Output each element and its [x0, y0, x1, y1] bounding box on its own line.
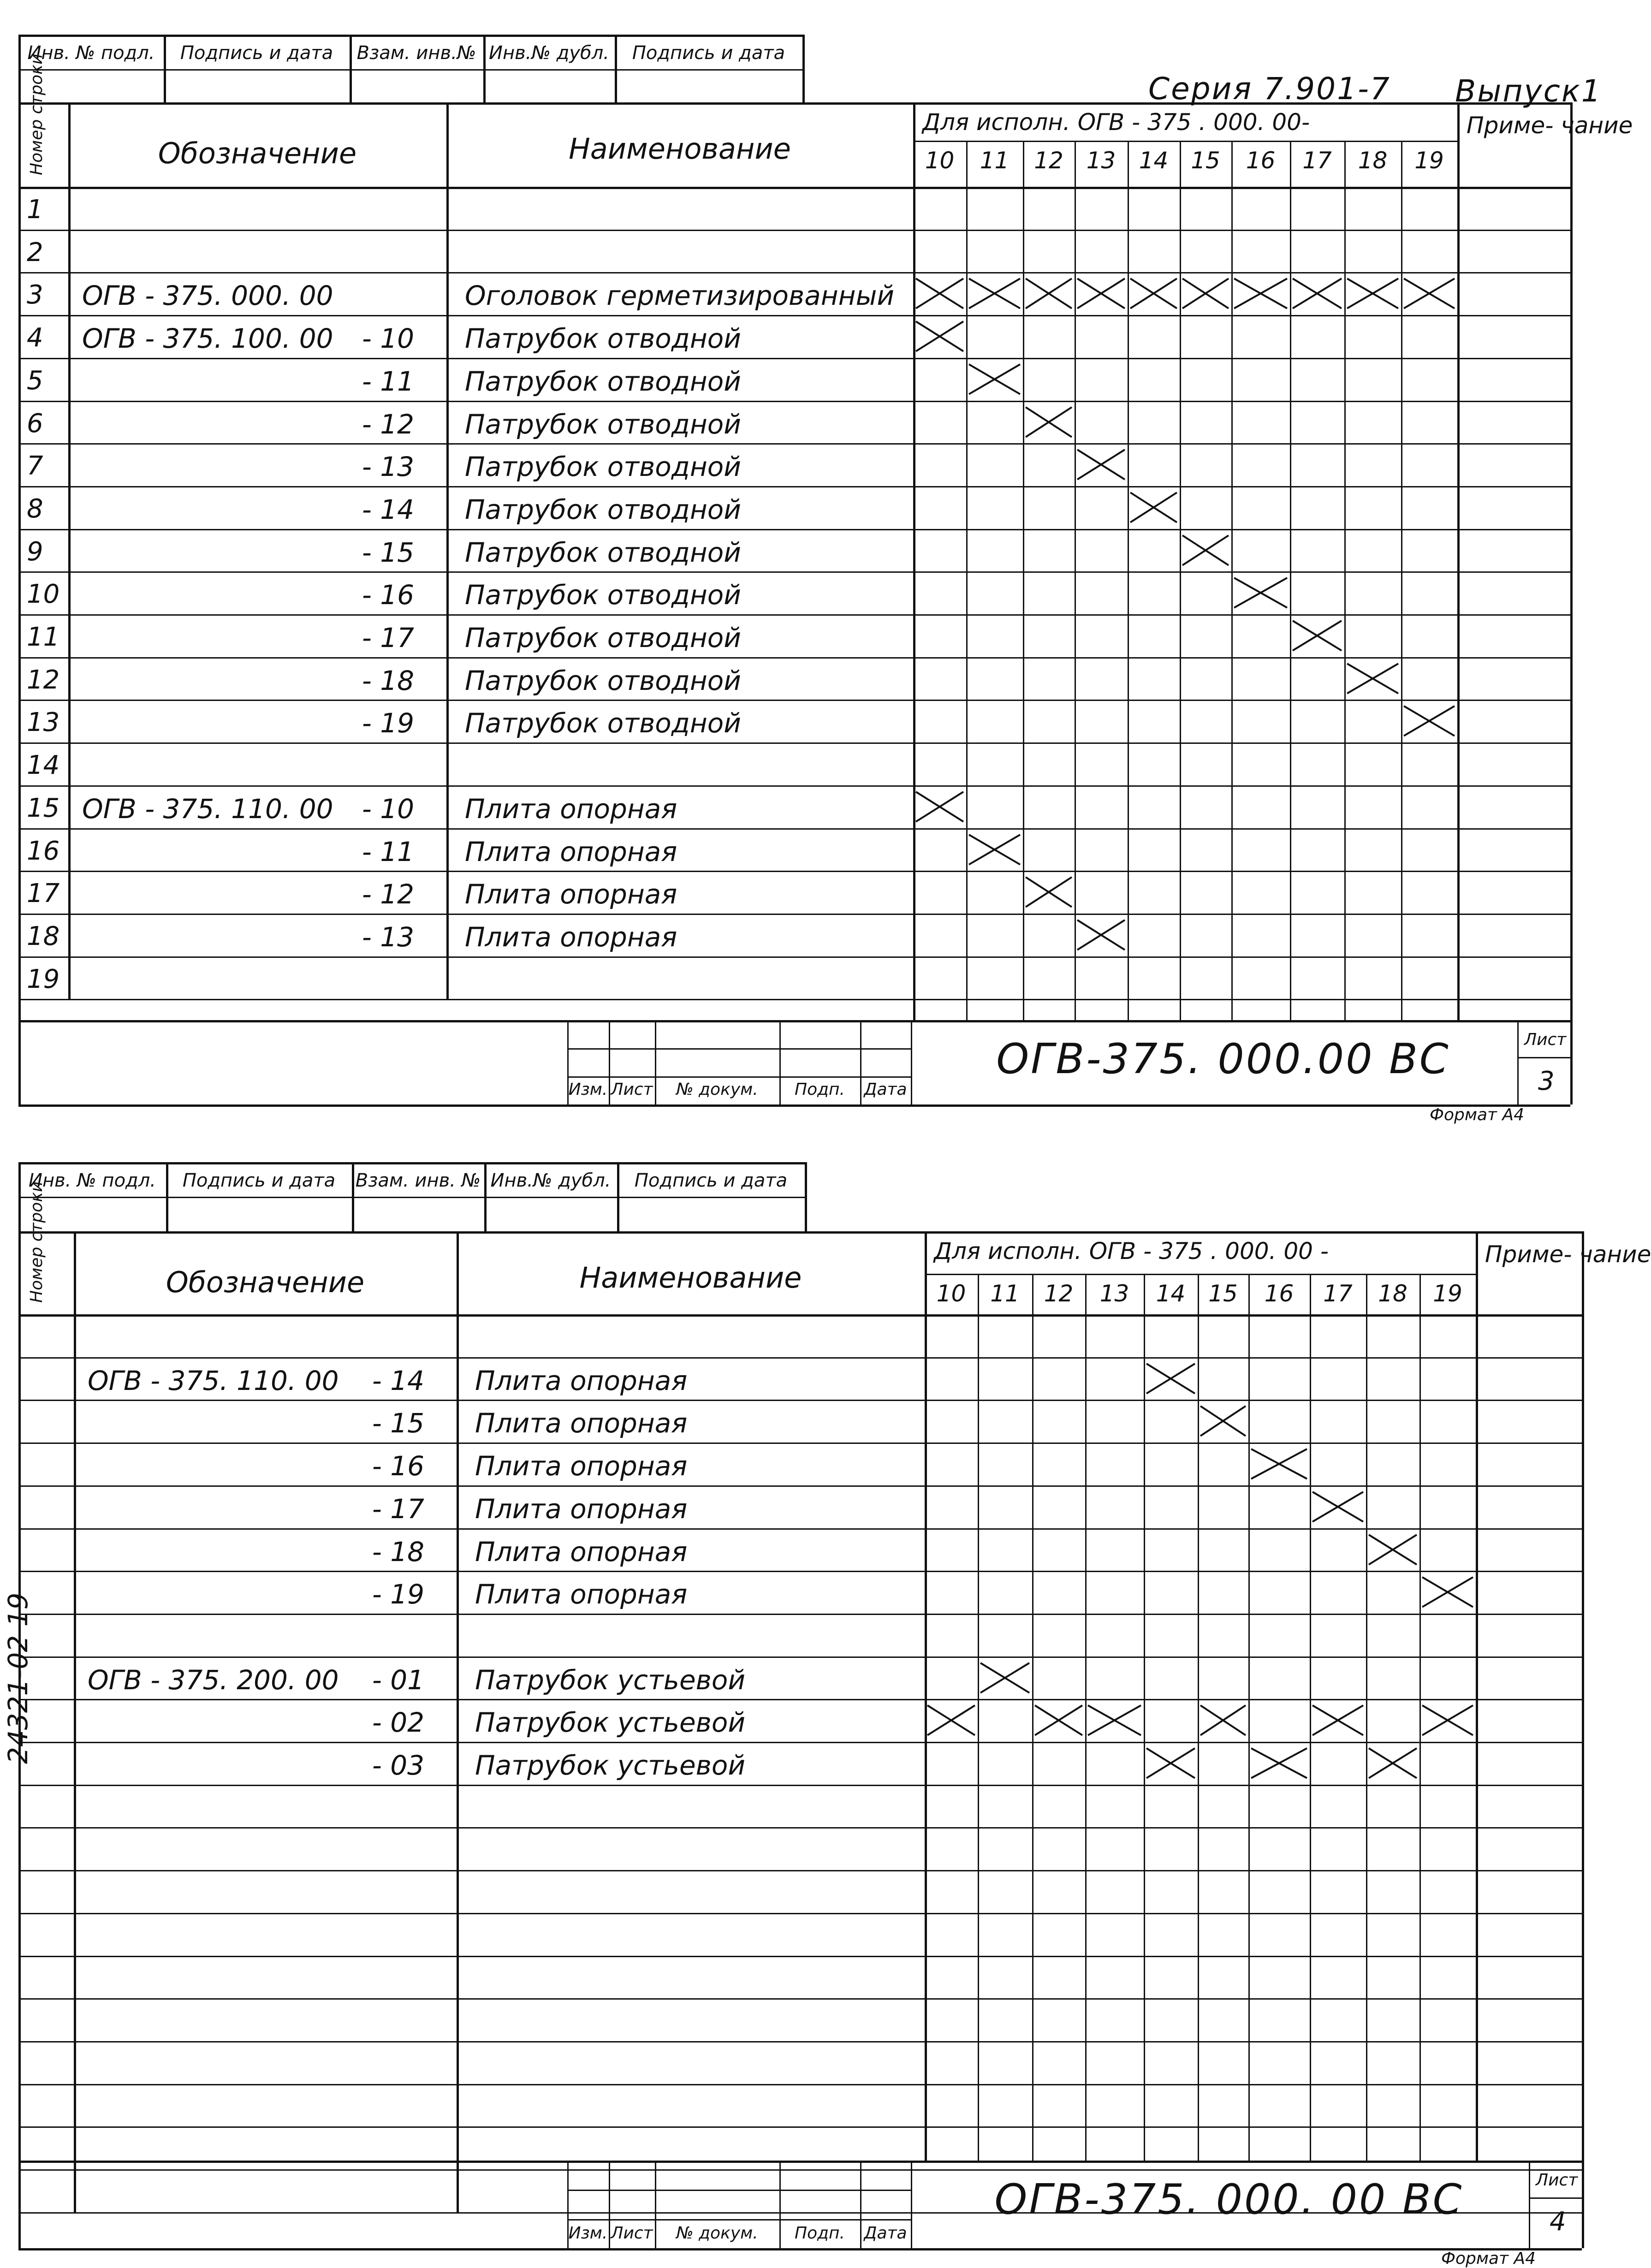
- rule-line: [925, 1274, 1476, 1275]
- cross-mark: [1366, 1746, 1419, 1781]
- designation-header: Обозначение: [158, 137, 357, 170]
- designation-code: ОГВ - 375. 100. 00: [82, 323, 333, 355]
- item-name: Плита опорная: [475, 1579, 688, 1610]
- cross-mark: [913, 276, 966, 311]
- cross-mark: [1344, 276, 1401, 311]
- rule-line: [567, 2219, 911, 2221]
- rule-line: [805, 1162, 807, 1231]
- rule-line: [74, 1231, 76, 2212]
- cross-mark: [1344, 661, 1401, 696]
- row-number: 15: [27, 793, 60, 823]
- designation-suffix: - 15: [362, 536, 414, 568]
- rule-line: [567, 1048, 911, 1050]
- designation-suffix: - 13: [362, 921, 414, 953]
- rule-line: [18, 1314, 1582, 1317]
- sheet-page-4: [0, 1128, 1651, 2268]
- titleblock-label: Подп.: [795, 2224, 845, 2243]
- rule-line: [18, 272, 1570, 273]
- rule-line: [18, 999, 1570, 1000]
- variant-column-19: 19: [1433, 1280, 1462, 1307]
- rule-line: [655, 2161, 656, 2248]
- variant-column-12: 12: [1034, 147, 1063, 174]
- cross-mark: [1023, 404, 1075, 440]
- item-name: Плита опорная: [465, 793, 677, 825]
- sheet-page-3: [0, 0, 1633, 1128]
- designation-suffix: - 16: [362, 579, 414, 611]
- rule-line: [18, 1742, 1582, 1743]
- rule-line: [18, 1785, 1582, 1786]
- variant-column-14: 14: [1156, 1280, 1186, 1307]
- sheet-label: Лист: [1536, 2171, 1578, 2190]
- designation-code: ОГВ - 375. 110. 00: [82, 793, 333, 825]
- rule-line: [18, 35, 21, 1104]
- document-designation: ОГВ-375. 000. 00 ВС: [994, 2175, 1464, 2224]
- rule-line: [1529, 2161, 1530, 2248]
- designation-suffix: - 03: [372, 1750, 424, 1781]
- item-name: Плита опорная: [475, 1493, 688, 1525]
- rule-line: [1248, 1274, 1250, 2161]
- variant-column-19: 19: [1414, 147, 1444, 174]
- rule-line: [18, 1197, 805, 1198]
- rule-line: [779, 2161, 781, 2248]
- row-number: 14: [27, 750, 60, 781]
- rule-line: [1517, 1057, 1570, 1058]
- cross-mark: [1075, 276, 1128, 311]
- rule-line: [609, 2161, 610, 2248]
- rule-line: [18, 35, 802, 37]
- rule-line: [18, 1571, 1582, 1572]
- designation-suffix: - 18: [372, 1536, 424, 1567]
- cross-mark: [1401, 703, 1457, 739]
- rule-line: [913, 102, 915, 1020]
- rule-line: [18, 2126, 1582, 2128]
- row-number: 8: [27, 493, 43, 524]
- row-number-header: Номер строки: [27, 1181, 46, 1303]
- rule-line: [18, 657, 1570, 659]
- stamp-label: Инв. № подл.: [29, 1170, 156, 1191]
- cross-mark: [1144, 1746, 1198, 1781]
- designation-code: ОГВ - 375. 000. 00: [82, 280, 333, 312]
- cross-mark: [1401, 276, 1457, 311]
- sheet-label: Лист: [1524, 1030, 1567, 1049]
- rule-line: [18, 1827, 1582, 1829]
- rule-line: [567, 2248, 911, 2250]
- designation-suffix: - 01: [372, 1664, 424, 1696]
- rule-line: [18, 2161, 1582, 2163]
- rule-line: [457, 1231, 459, 2212]
- titleblock-label: Изм.: [568, 2224, 608, 2243]
- rule-line: [911, 2161, 912, 2248]
- rule-line: [18, 785, 1570, 787]
- cross-mark: [1231, 575, 1290, 611]
- row-number: 5: [27, 365, 43, 396]
- note-header: Приме- чание: [1467, 112, 1633, 139]
- stamp-label: Инв. № подл.: [27, 42, 155, 64]
- name-header: Наименование: [569, 132, 791, 166]
- item-name: Плита опорная: [475, 1407, 688, 1439]
- issue-label: Выпуск1: [1455, 73, 1602, 109]
- rule-line: [1366, 1274, 1367, 2161]
- designation-header: Обозначение: [166, 1265, 365, 1299]
- rule-line: [18, 529, 1570, 530]
- inventory-number: 24321-02 19: [2, 1592, 34, 1764]
- row-number: 3: [27, 280, 43, 310]
- rule-line: [18, 2084, 1582, 2085]
- designation-suffix: - 17: [372, 1493, 424, 1525]
- rule-line: [18, 871, 1570, 872]
- rule-line: [1144, 1274, 1145, 2161]
- sheet-number: 3: [1538, 1066, 1555, 1096]
- rule-line: [350, 35, 352, 102]
- item-name: Патрубок отводной: [465, 579, 741, 611]
- format-label: Формат А4: [1429, 1105, 1524, 1124]
- designation-suffix: - 10: [362, 323, 414, 355]
- rule-line: [166, 1162, 168, 1231]
- rule-line: [18, 1357, 1582, 1359]
- cross-mark: [1075, 447, 1128, 482]
- rule-line: [1457, 102, 1460, 1020]
- rule-line: [18, 1443, 1582, 1444]
- variant-column-16: 16: [1246, 147, 1276, 174]
- item-name: Плита опорная: [475, 1536, 688, 1567]
- cross-mark: [1075, 917, 1128, 953]
- rule-line: [18, 700, 1570, 701]
- row-number: 6: [27, 408, 43, 439]
- variant-column-12: 12: [1044, 1280, 1074, 1307]
- row-number: 4: [27, 323, 43, 353]
- cross-mark: [966, 276, 1023, 311]
- cross-mark: [1085, 1703, 1144, 1738]
- titleblock-label: № докум.: [676, 1080, 758, 1099]
- variant-column-17: 17: [1323, 1280, 1353, 1307]
- cross-mark: [913, 789, 966, 825]
- item-name: Патрубок отводной: [465, 365, 741, 397]
- variant-column-18: 18: [1358, 147, 1388, 174]
- rule-line: [18, 571, 1570, 573]
- titleblock-label: Дата: [864, 2224, 907, 2243]
- variant-column-10: 10: [925, 147, 955, 174]
- stamp-label: Подпись и дата: [180, 42, 333, 64]
- rule-line: [567, 1104, 911, 1106]
- item-name: Патрубок отводной: [465, 451, 741, 483]
- rule-line: [164, 35, 166, 102]
- rule-line: [18, 1231, 1582, 1234]
- item-name: Патрубок устьевой: [475, 1750, 746, 1781]
- designation-suffix: - 14: [372, 1365, 424, 1396]
- rule-line: [18, 1998, 1582, 2000]
- cross-mark: [1128, 490, 1180, 525]
- variant-column-15: 15: [1208, 1280, 1238, 1307]
- titleblock-label: Подп.: [795, 1080, 845, 1099]
- item-name: Плита опорная: [465, 836, 677, 867]
- item-name: Патрубок отводной: [465, 493, 741, 525]
- document-designation: ОГВ-375. 000.00 ВС: [996, 1035, 1450, 1083]
- designation-suffix: - 12: [362, 408, 414, 440]
- stamp-label: Подпись и дата: [182, 1170, 336, 1191]
- note-header: Приме- чание: [1485, 1241, 1651, 1268]
- item-name: Плита опорная: [475, 1365, 688, 1396]
- item-name: Плита опорная: [465, 921, 677, 953]
- designation-suffix: - 17: [362, 622, 414, 653]
- designation-suffix: - 12: [362, 879, 414, 910]
- cross-mark: [1180, 533, 1231, 568]
- row-number: 18: [27, 921, 60, 951]
- rule-line: [567, 2190, 911, 2191]
- row-number: 1: [27, 195, 43, 225]
- rule-line: [925, 1231, 927, 2161]
- rule-line: [1517, 1020, 1519, 1104]
- cross-mark: [978, 1660, 1032, 1696]
- cross-mark: [1144, 1361, 1198, 1396]
- rule-line: [18, 401, 1570, 402]
- rule-line: [18, 1956, 1582, 1957]
- rule-line: [484, 1162, 487, 1231]
- variant-column-17: 17: [1302, 147, 1332, 174]
- rule-line: [609, 1020, 610, 1104]
- row-number: 9: [27, 536, 43, 567]
- rule-line: [978, 1274, 979, 2161]
- rule-line: [18, 828, 1570, 830]
- item-name: Оголовок герметизированный: [465, 280, 895, 312]
- rule-line: [18, 187, 1570, 189]
- cross-mark: [925, 1703, 978, 1738]
- cross-mark: [1290, 618, 1344, 653]
- cross-mark: [1419, 1703, 1476, 1738]
- item-name: Патрубок отводной: [465, 323, 741, 355]
- name-header: Наименование: [579, 1261, 802, 1294]
- item-name: Патрубок отводной: [465, 622, 741, 653]
- titleblock-label: № докум.: [676, 2224, 758, 2243]
- rule-line: [18, 69, 802, 71]
- designation-suffix: - 11: [362, 365, 414, 397]
- row-number: 11: [27, 622, 60, 652]
- titleblock-label: Дата: [864, 1080, 907, 1099]
- rule-line: [18, 614, 1570, 616]
- cross-mark: [1032, 1703, 1085, 1738]
- rule-line: [18, 486, 1570, 487]
- stamp-label: Подпись и дата: [634, 1170, 788, 1191]
- rule-line: [18, 35, 21, 102]
- titleblock-label: Лист: [611, 2224, 653, 2243]
- variant-column-14: 14: [1139, 147, 1169, 174]
- row-number-header: Номер строки: [27, 53, 46, 175]
- designation-code: ОГВ - 375. 110. 00: [88, 1365, 339, 1396]
- rule-line: [18, 230, 1570, 231]
- variant-column-15: 15: [1191, 147, 1220, 174]
- rule-line: [913, 141, 1457, 142]
- rule-line: [18, 1020, 1570, 1022]
- cross-mark: [966, 832, 1023, 867]
- variant-column-11: 11: [990, 1280, 1020, 1307]
- variant-column-10: 10: [936, 1280, 966, 1307]
- rule-line: [18, 1699, 1582, 1700]
- rule-line: [1582, 1231, 1584, 2248]
- variant-column-18: 18: [1378, 1280, 1408, 1307]
- designation-suffix: - 19: [372, 1579, 424, 1610]
- cross-mark: [1248, 1446, 1310, 1482]
- designation-suffix: - 11: [362, 836, 414, 867]
- designation-suffix: - 18: [362, 665, 414, 696]
- variant-column-16: 16: [1264, 1280, 1294, 1307]
- item-name: Плита опорная: [475, 1450, 688, 1482]
- rule-line: [18, 1162, 21, 1231]
- rule-line: [18, 1656, 1582, 1658]
- stamp-label: Взам. инв. №: [355, 1170, 481, 1191]
- cross-mark: [1290, 276, 1344, 311]
- titleblock-label: Изм.: [568, 1080, 608, 1099]
- rule-line: [18, 2169, 1582, 2171]
- rule-line: [446, 102, 449, 999]
- designation-suffix: - 19: [362, 707, 414, 739]
- item-name: Плита опорная: [465, 879, 677, 910]
- designation-suffix: - 10: [362, 793, 414, 825]
- cross-mark: [1128, 276, 1180, 311]
- rule-line: [68, 102, 71, 999]
- row-number: 19: [27, 964, 60, 994]
- item-name: Патрубок отводной: [465, 707, 741, 739]
- variant-header: Для исполн. ОГВ - 375 . 000. 00-: [922, 109, 1310, 136]
- designation-suffix: - 13: [362, 451, 414, 483]
- variant-column-11: 11: [980, 147, 1010, 174]
- stamp-label: Взам. инв.№: [356, 42, 476, 64]
- variant-header: Для исполн. ОГВ - 375 . 000. 00 -: [934, 1238, 1329, 1265]
- rule-line: [18, 956, 1570, 958]
- rule-line: [18, 358, 1570, 359]
- titleblock-label: Лист: [611, 1080, 653, 1099]
- rule-line: [779, 1020, 781, 1104]
- designation-suffix: - 14: [362, 493, 414, 525]
- row-number: 10: [27, 579, 60, 610]
- rule-line: [18, 1162, 805, 1164]
- cross-mark: [1231, 276, 1290, 311]
- rule-line: [18, 914, 1570, 915]
- cross-mark: [1023, 276, 1075, 311]
- designation-suffix: - 16: [372, 1450, 424, 1482]
- rule-line: [18, 1400, 1582, 1401]
- item-name: Патрубок отводной: [465, 408, 741, 440]
- rule-line: [352, 1162, 354, 1231]
- rule-line: [18, 1528, 1582, 1530]
- stamp-label: Инв.№ дубл.: [489, 42, 609, 64]
- cross-mark: [966, 362, 1023, 397]
- item-name: Патрубок устьевой: [475, 1664, 746, 1696]
- cross-mark: [1198, 1703, 1248, 1738]
- rule-line: [802, 35, 805, 102]
- item-name: Патрубок устьевой: [475, 1707, 746, 1739]
- cross-mark: [1310, 1703, 1366, 1738]
- rule-line: [860, 2161, 861, 2248]
- cross-mark: [913, 319, 966, 354]
- designation-code: ОГВ - 375. 200. 00: [88, 1664, 339, 1696]
- rule-line: [860, 1020, 861, 1104]
- designation-suffix: - 15: [372, 1407, 424, 1439]
- row-number: 7: [27, 451, 43, 481]
- cross-mark: [1180, 276, 1231, 311]
- rule-line: [18, 742, 1570, 744]
- rule-line: [1476, 1231, 1478, 2161]
- row-number: 16: [27, 836, 60, 866]
- variant-column-13: 13: [1086, 147, 1116, 174]
- item-name: Патрубок отводной: [465, 665, 741, 696]
- cross-mark: [1198, 1403, 1248, 1439]
- sheet-number: 4: [1550, 2207, 1566, 2237]
- rule-line: [655, 1020, 656, 1104]
- cross-mark: [1248, 1746, 1310, 1781]
- rule-line: [483, 35, 486, 102]
- row-number: 2: [27, 237, 43, 267]
- cross-mark: [1419, 1574, 1476, 1610]
- row-number: 17: [27, 879, 60, 909]
- rule-line: [567, 1076, 911, 1078]
- rule-line: [18, 1485, 1582, 1487]
- rule-line: [1570, 102, 1573, 1104]
- cross-mark: [1310, 1489, 1366, 1525]
- format-label: Формат А4: [1441, 2249, 1536, 2268]
- cross-mark: [1023, 874, 1075, 910]
- rule-line: [18, 1913, 1582, 1914]
- item-name: Патрубок отводной: [465, 536, 741, 568]
- rule-line: [615, 35, 617, 102]
- rule-line: [911, 1020, 912, 1104]
- rule-line: [1529, 2197, 1582, 2199]
- stamp-label: Инв.№ дубл.: [490, 1170, 611, 1191]
- row-number: 13: [27, 707, 60, 738]
- rule-line: [617, 1162, 619, 1231]
- rule-line: [18, 443, 1570, 445]
- rule-line: [18, 1870, 1582, 1871]
- row-number: 12: [27, 665, 60, 695]
- rule-line: [18, 2041, 1582, 2042]
- variant-column-13: 13: [1099, 1280, 1129, 1307]
- series-label: Серия 7.901-7: [1148, 71, 1391, 107]
- designation-suffix: - 02: [372, 1707, 424, 1739]
- stamp-label: Подпись и дата: [632, 42, 785, 64]
- rule-line: [18, 315, 1570, 316]
- cross-mark: [1366, 1532, 1419, 1567]
- rule-line: [18, 1614, 1582, 1615]
